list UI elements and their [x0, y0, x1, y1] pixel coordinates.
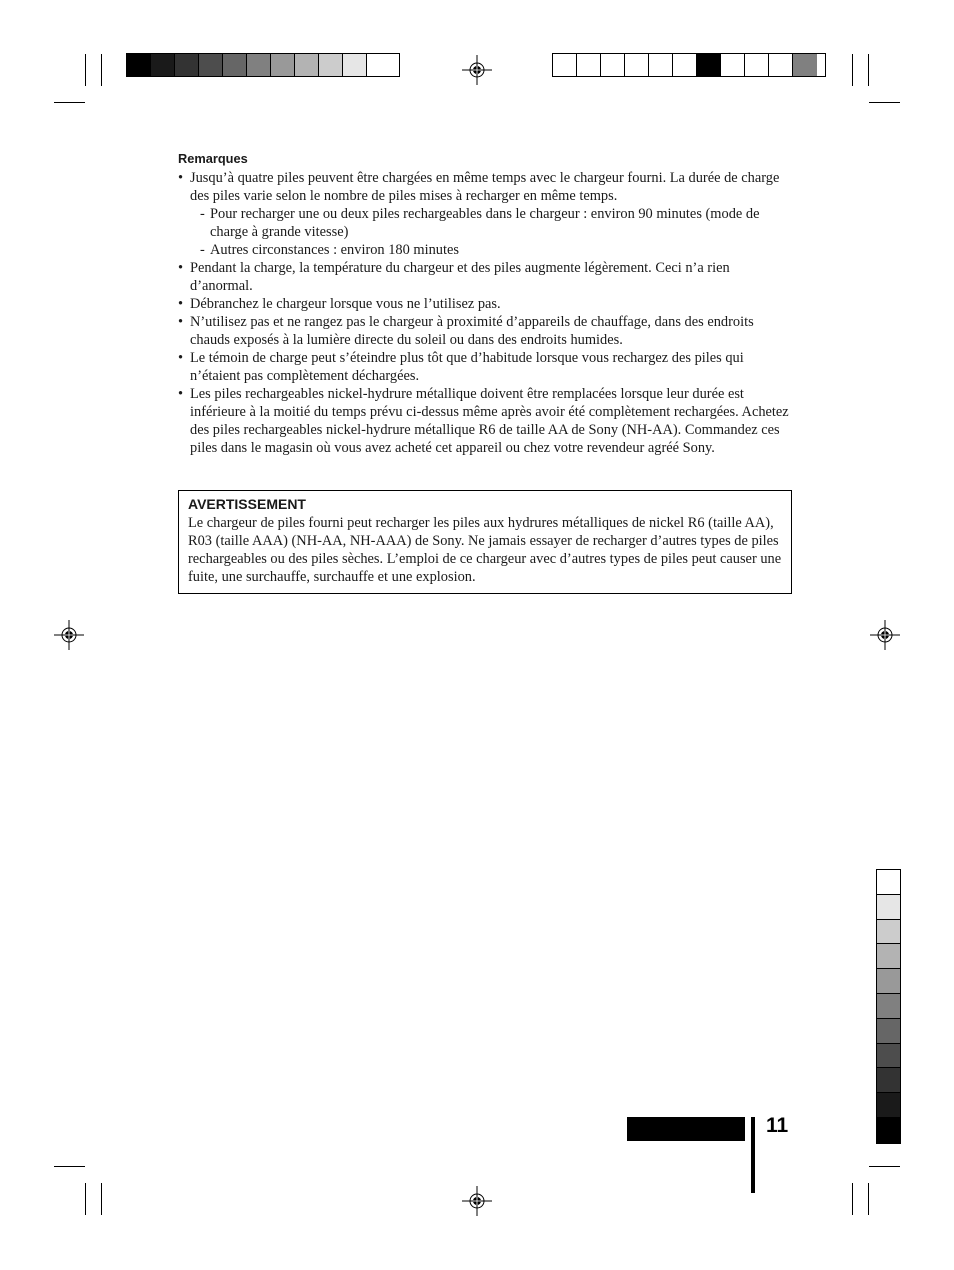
crop-mark	[869, 1166, 900, 1167]
sub-list	[190, 205, 792, 259]
color-swatch	[721, 54, 745, 76]
list-item	[178, 169, 792, 259]
color-swatch	[769, 54, 793, 76]
list-item: • N’utilisez pas et ne rangez pas le chargeur à proximité d’appareils de chauffage, dans des endroits chauds exposés à la lumière directe du soleil ou dans des endroits humides.	[178, 313, 792, 349]
color-swatch	[673, 54, 697, 76]
color-swatch	[553, 54, 577, 76]
warning-heading: AVERTISSEMENT	[188, 496, 306, 512]
crop-mark	[101, 54, 102, 86]
sub-list-item: - Autres circonstances : environ 180 minutes	[200, 241, 792, 259]
color-swatch	[745, 54, 769, 76]
crop-mark	[85, 1183, 86, 1215]
color-swatch	[697, 54, 721, 76]
color-swatch	[247, 54, 271, 76]
color-bar-left	[126, 53, 400, 77]
gray-scale-strip	[876, 869, 901, 1144]
crop-mark	[54, 102, 85, 103]
color-swatch	[877, 1068, 900, 1093]
page-number-rule	[751, 1117, 755, 1193]
registration-mark-icon	[54, 620, 84, 650]
color-swatch	[223, 54, 247, 76]
color-swatch	[877, 1019, 900, 1044]
color-swatch	[877, 1093, 900, 1118]
color-swatch	[649, 54, 673, 76]
crop-mark	[869, 102, 900, 103]
color-swatch	[199, 54, 223, 76]
color-swatch	[877, 1118, 900, 1143]
color-swatch	[367, 54, 391, 76]
color-swatch	[877, 944, 900, 969]
crop-mark	[54, 1166, 85, 1167]
list-item: • Le témoin de charge peut s’éteindre plus tôt que d’habitude lorsque vous rechargez des piles qui n’étaient pas complètement déchargées.	[178, 349, 792, 385]
crop-mark	[852, 54, 853, 86]
list-item: • Les piles rechargeables nickel-hydrure métallique doivent être remplacées lorsque leur durée est inférieure à la moitié du temps prévu ci-dessus même après avoir été complètement rechargées. Achetez des piles rechargeables nickel-hydrure métallique R6 de taille AA de Sony (NH-AA). Commandez ces piles dans le magasin où vous avez acheté cet appareil ou chez votre revendeur agréé Sony.	[178, 385, 792, 457]
sub-list-item: - Pour recharger une ou deux piles rechargeables dans le chargeur : environ 90 minutes (mode de charge à grande vitesse)	[200, 205, 792, 241]
color-swatch	[343, 54, 367, 76]
page-number: 11	[766, 1114, 789, 1137]
color-swatch	[625, 54, 649, 76]
color-swatch	[877, 895, 900, 920]
color-swatch	[271, 54, 295, 76]
color-swatch	[877, 920, 900, 945]
color-swatch	[151, 54, 175, 76]
color-swatch	[127, 54, 151, 76]
color-swatch	[175, 54, 199, 76]
list-item: • Pendant la charge, la température du chargeur et des piles augmente légèrement. Ceci n’a rien d’anormal.	[178, 259, 792, 295]
color-swatch	[601, 54, 625, 76]
color-swatch	[295, 54, 319, 76]
crop-mark	[852, 1183, 853, 1215]
color-swatch	[877, 994, 900, 1019]
remarks-list	[178, 169, 792, 457]
warning-box	[178, 490, 792, 594]
color-bar-right	[552, 53, 826, 77]
color-swatch	[877, 969, 900, 994]
registration-mark-icon	[462, 1186, 492, 1216]
section-tab	[627, 1117, 745, 1141]
color-swatch	[877, 870, 900, 895]
crop-mark	[868, 54, 869, 86]
remarks-section	[178, 150, 792, 457]
color-swatch	[877, 1044, 900, 1069]
warning-text: Le chargeur de piles fourni peut recharger les piles aux hydrures métalliques de nickel R6 (taille AA), R03 (taille AAA) (NH-AA, NH-AAA) de Sony. Ne jamais essayer de recharger d’autres types de piles rechargeables ou des piles sèches. L’emploi de ce chargeur avec d’autres types de piles peut causer une fuite, une surchauffe, surchauffe et une explosion.	[188, 515, 782, 585]
crop-mark	[868, 1183, 869, 1215]
remark-text: Jusqu’à quatre piles peuvent être chargées en même temps avec le chargeur fourni. La durée de charge des piles varie selon le nombre de piles mises à recharger en même temps.	[190, 170, 780, 204]
list-item: • Débranchez le chargeur lorsque vous ne l’utilisez pas.	[178, 295, 792, 313]
registration-mark-icon	[462, 55, 492, 85]
color-swatch	[577, 54, 601, 76]
crop-mark	[101, 1183, 102, 1215]
registration-mark-icon	[870, 620, 900, 650]
color-swatch	[793, 54, 817, 76]
crop-mark	[85, 54, 86, 86]
remarks-heading: Remarques	[178, 151, 248, 166]
color-swatch	[319, 54, 343, 76]
